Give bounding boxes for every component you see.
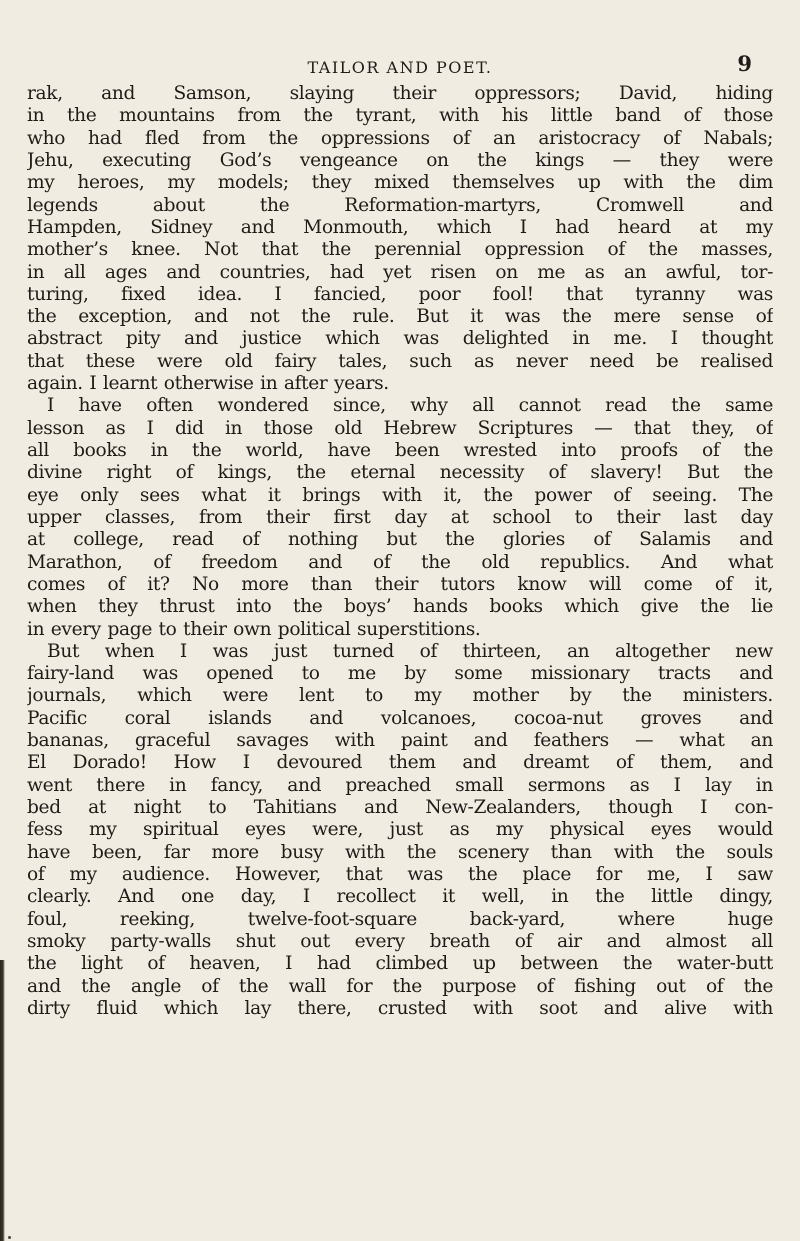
- text-line: in all ages and countries, had yet risen on me as an awful, tor-: [27, 261, 773, 283]
- text-line: the light of heaven, I had climbed up between the water-butt: [27, 953, 773, 975]
- text-line: rak, and Samson, slaying their oppressors; David, hiding: [27, 83, 773, 104]
- text-line: upper classes, from their first day at school to their last day: [27, 506, 773, 528]
- text-line: at college, read of nothing but the glories of Salamis and: [27, 529, 773, 551]
- text-line: I have often wondered since, why all cannot read the same: [47, 395, 773, 417]
- text-line: eye only sees what it brings with it, the power of seeing. The: [27, 484, 773, 506]
- text-line: my heroes, my models; they mixed themselves up with the dim: [27, 172, 773, 194]
- text-line: Jehu, executing God’s vengeance on the kings — they were: [27, 149, 773, 171]
- text-line: dirty fluid which lay there, crusted with soot and alive with: [27, 997, 773, 1019]
- text-line: Marathon, of freedom and of the old republics. And what: [27, 551, 773, 573]
- text-line: turing, fixed idea. I fancied, poor fool! that tyranny was: [27, 283, 773, 305]
- text-line: bed at night to Tahitians and New-Zealanders, though I con-: [27, 797, 773, 818]
- text-line: mother’s knee. Not that the perennial oppression of the masses,: [27, 239, 773, 261]
- text-line: the exception, and not the rule. But it was the mere sense of: [27, 306, 773, 328]
- text-line: have been, far more busy with the scenery than with the souls: [27, 841, 773, 863]
- text-line: who had fled from the oppressions of an aristocracy of Nabals;: [27, 127, 773, 149]
- text-line: journals, which were lent to my mother by the ministers.: [27, 685, 773, 707]
- text-line: lesson as I did in those old Hebrew Scriptures — that they, of: [27, 417, 773, 439]
- text-line: El Dorado! How I devoured them and dreamt of them, and: [27, 752, 773, 774]
- body-text: [27, 83, 773, 1020]
- text-line: fess my spiritual eyes were, just as my physical eyes would: [27, 819, 773, 841]
- text-line: that these were old fairy tales, such as never need be realised: [27, 350, 773, 372]
- margin-speck: [8, 1236, 11, 1239]
- text-line: bananas, graceful savages with paint and feathers — what an: [27, 730, 773, 752]
- text-line: clearly. And one day, I recollect it well, in the little dingy,: [27, 886, 773, 908]
- text-line: Pacific coral islands and volcanoes, cocoa-nut groves and: [27, 707, 773, 729]
- text-line: all books in the world, have been wrested into proofs of the: [27, 440, 773, 461]
- text-line: and the angle of the wall for the purpose of fishing out of the: [27, 975, 773, 997]
- text-line: abstract pity and justice which was delighted in me. I thought: [27, 328, 773, 350]
- text-line: Hampden, Sidney and Monmouth, which I had heard at my: [27, 216, 773, 238]
- text-line: of my audience. However, that was the place for me, I saw: [27, 863, 773, 885]
- text-line: But when I was just turned of thirteen, an altogether new: [47, 640, 773, 662]
- text-line: in every page to their own political superstitions.: [27, 618, 481, 640]
- text-line: smoky party-walls shut out every breath of air and almost all: [27, 930, 773, 952]
- text-line: fairy-land was opened to me by some missionary tracts and: [27, 663, 773, 685]
- text-line: comes of it? No more than their tutors know will come of it,: [27, 573, 773, 595]
- binding-shadow: [0, 960, 5, 1241]
- text-line: when they thrust into the boys’ hands books which give the lie: [27, 596, 773, 618]
- text-line: went there in fancy, and preached small sermons as I lay in: [27, 774, 773, 796]
- text-line: again. I learnt otherwise in after years.: [27, 373, 389, 395]
- text-line: legends about the Reformation-martyrs, Cromwell and: [27, 194, 773, 216]
- text-line: divine right of kings, the eternal necessity of slavery! But the: [27, 462, 773, 484]
- text-line: foul, reeking, twelve-foot-square back-yard, where huge: [27, 908, 773, 930]
- text-line: in the mountains from the tyrant, with his little band of those: [27, 105, 773, 127]
- page-number: 9: [737, 51, 752, 76]
- running-title: TAILOR AND POET.: [307, 58, 493, 77]
